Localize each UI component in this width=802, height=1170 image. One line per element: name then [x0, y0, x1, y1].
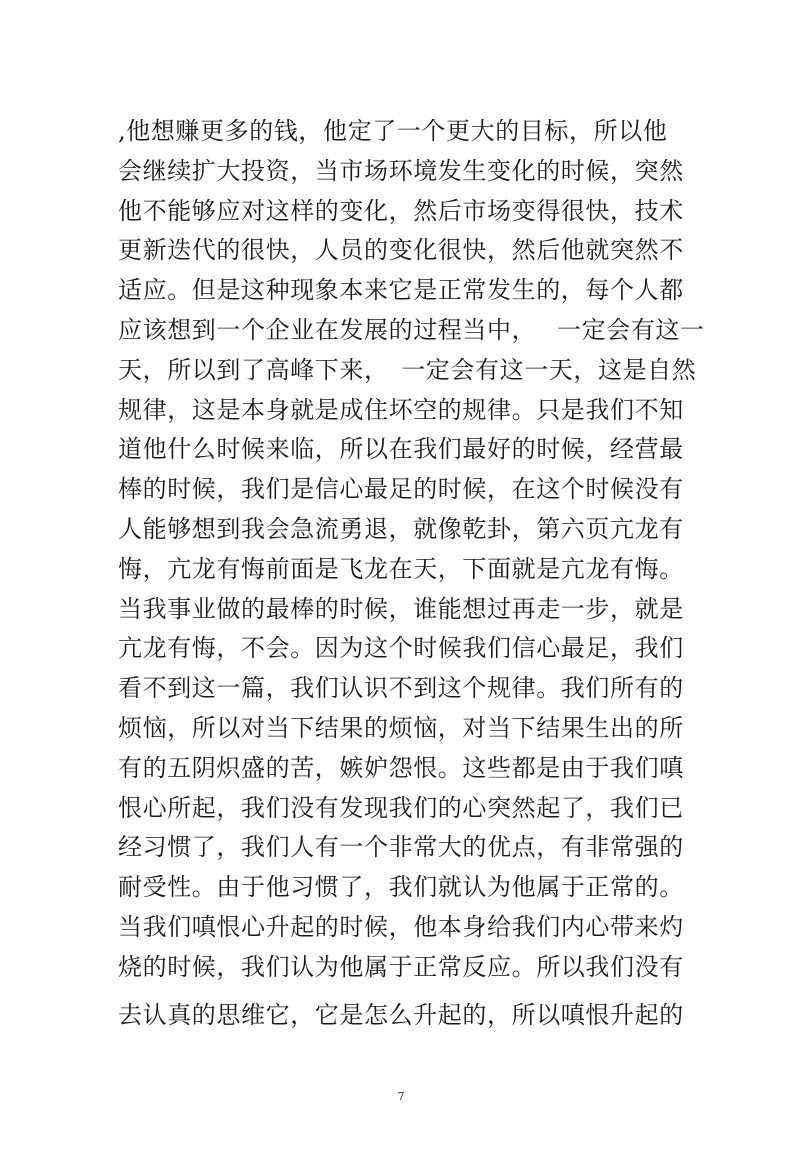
- text-line: 有的五阴炽盛的苦，嫉妒怨恨。这些都是由于我们嗔: [118, 753, 684, 782]
- text-line: 应该想到一个企业在发展的过程当中， 一定会有这一: [118, 315, 705, 344]
- text-line: 他不能够应对这样的变化，然后市场变得很快，技术: [118, 196, 684, 225]
- text-line: 棒的时候，我们是信心最足的时候，在这个时候没有: [118, 475, 684, 504]
- text-line: 更新迭代的很快，人员的变化很快，然后他就突然不: [118, 236, 684, 265]
- text-line: 经习惯了，我们人有一个非常大的优点，有非常强的: [118, 833, 684, 862]
- text-line: ,他想赚更多的钱，他定了一个更大的目标，所以他: [118, 117, 668, 145]
- text-line: 去认真的思维它，它是怎么升起的，所以嗔恨升起的: [118, 1000, 684, 1029]
- text-line: 适应。但是这种现象本来它是正常发生的，每个人都: [118, 276, 684, 305]
- text-line: 悔，亢龙有悔前面是飞龙在天，下面就是亢龙有悔。: [118, 554, 684, 583]
- body-text: [118, 112, 705, 1035]
- text-line: 耐受性。由于他习惯了，我们就认为他属于正常的。: [118, 873, 684, 902]
- text-line: 规律，这是本身就是成住坏空的规律。只是我们不知: [118, 395, 684, 424]
- text-line: 天，所以到了高峰下来， 一定会有这一天，这是自然: [118, 355, 697, 384]
- text-line: 烧的时候，我们认为他属于正常反应。所以我们没有: [118, 952, 684, 981]
- text-line: 看不到这一篇，我们认识不到这个规律。我们所有的: [118, 674, 684, 703]
- text-line: 当我们嗔恨心升起的时候，他本身给我们内心带来灼: [118, 912, 684, 941]
- text-line: 当我事业做的最棒的时候，谁能想过再走一步，就是: [118, 594, 684, 623]
- text-line: 道他什么时候来临，所以在我们最好的时候，经营最: [118, 435, 684, 464]
- text-line: 恨心所起，我们没有发现我们的心突然起了，我们已: [118, 793, 684, 822]
- page-number: 7: [397, 1090, 405, 1103]
- text-line: 亢龙有悔，不会。因为这个时候我们信心最足，我们: [118, 634, 684, 663]
- text-line: 烦恼，所以对当下结果的烦恼，对当下结果生出的所: [118, 713, 684, 742]
- text-line: 人能够想到我会急流勇退，就像乾卦，第六页亢龙有: [118, 514, 684, 543]
- text-line: 会继续扩大投资，当市场环境发生变化的时候，突然: [118, 156, 684, 185]
